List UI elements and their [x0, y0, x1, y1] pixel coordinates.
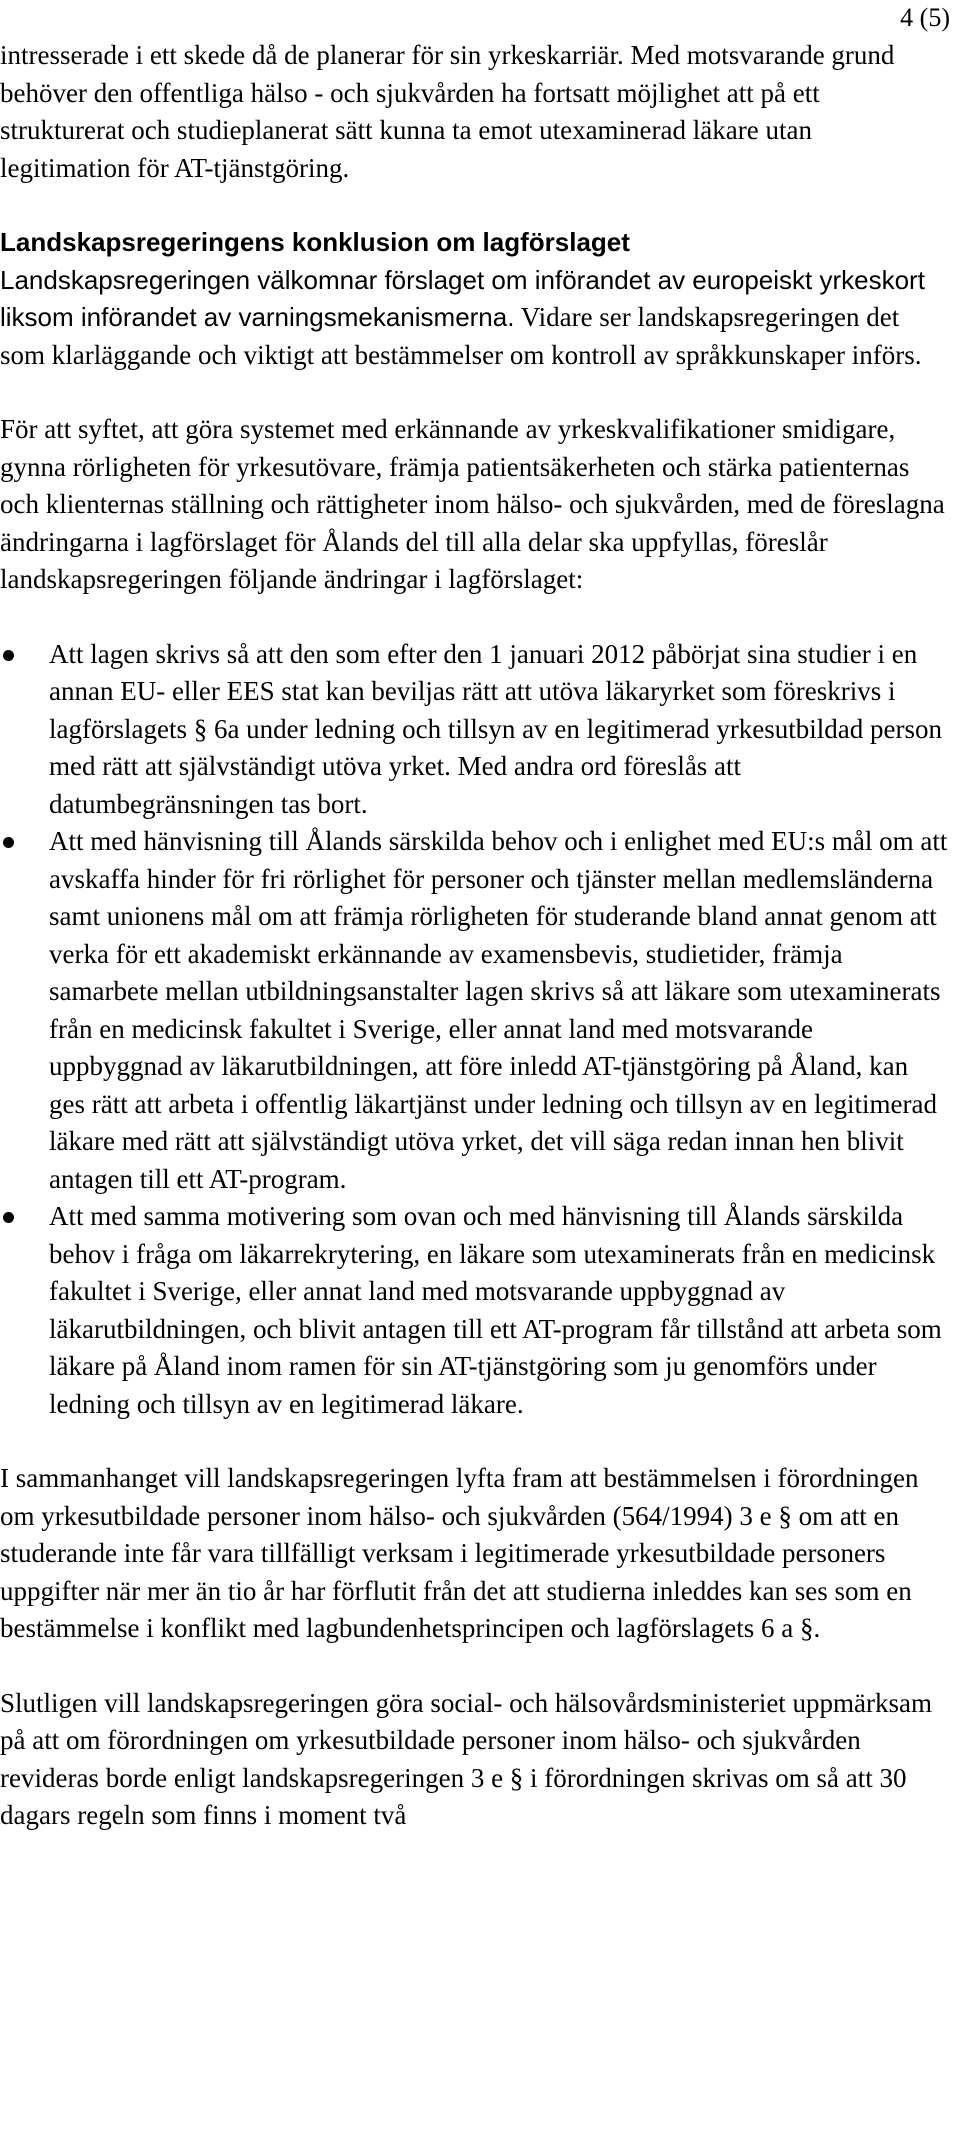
conclusion-text-serif: Vidare ser landskapsregeringen det som klarläggande och viktigt att bestämmelser om kontroll av språkkunskaper införs.: [0, 302, 922, 370]
list-item: [0, 823, 948, 1198]
proposal-list: [0, 636, 948, 1424]
bullet-icon: [3, 1212, 14, 1223]
purpose-paragraph: För att syftet, att göra systemet med erkännande av yrkeskvalifikationer smidigare, gynna rörligheten för yrkesutövare, främja patientsäkerheten och stärka patienternas och klienternas ställning och rättigheter inom hälso- och sjukvården, med de föreslagna ändringarna i lagförslaget för Ålands del till alla delar ska uppfyllas, föreslår landskapsregeringen följande ändringar i lagförslaget:: [0, 414, 945, 594]
conclusion-section: [0, 224, 948, 374]
list-item-text: Att lagen skrivs så att den som efter den 1 januari 2012 påbörjat sina studier i en annan EU- eller EES stat kan beviljas rätt att utöva läkaryrket som föreskrivs i lagförslagets § 6a under ledning och tillsyn av en legitimerad yrkesutbildad person med rätt att självständigt utöva yrket. Med andra ord föreslås att datumbegränsningen tas bort.: [49, 638, 943, 819]
list-item-text: Att med hänvisning till Ålands särskilda behov och i enlighet med EU:s mål om att avskaffa hinder för fri rörlighet för personer och tjänster mellan medlemsländerna samt unionens mål om att främja rörligheten för studerande bland annat genom att verka för ett akademiskt erkännande av examensbevis, studietider, främja samarbete mellan utbildningsanstalter lagen skrivs så att läkare som utexaminerats från en medicinsk fakultet i Sverige, eller annat land med motsvarande uppbyggnad av läkarutbildningen, att före inledd AT-tjänstgöring på Åland, kan ges rätt att arbeta i offentlig läkartjänst under ledning och tillsyn av en legitimerad läkare med rätt att självständigt utöva yrket, det vill säga redan innan hen blivit antagen till ett AT-program.: [49, 826, 948, 1194]
section-heading: Landskapsregeringens konklusion om lagförslaget: [0, 227, 630, 257]
context-paragraph: I sammanhanget vill landskapsregeringen lyfta fram att bestämmelsen i förordningen om yrkesutbildade personer inom hälso- och sjukvården (564/1994) 3 e § om att en studerande inte får vara tillfälligt verksam i legitimerade yrkesutbildade personers uppgifter när mer än tio år har förflutit från det att studierna inleddes kan ses som en bestämmelse i konflikt med lagbundenhetsprincipen och lagförslagets 6 a §.: [0, 1463, 919, 1643]
bullet-icon: [3, 837, 14, 848]
page-number: 4 (5): [900, 3, 950, 32]
list-item: [0, 636, 948, 824]
final-paragraph: Slutligen vill landskapsregeringen göra social- och hälsovårdsministeriet uppmärksam på att om förordningen om yrkesutbildade personer inom hälso- och sjukvården revideras borde enligt landskapsregeringen 3 e § i förordningen skrivas om så att 30 dagars regeln som finns i moment två: [0, 1687, 933, 1830]
conclusion-paragraph: [0, 262, 948, 375]
conclusion-text-sans: Landskapsregeringen välkomnar förslaget om införandet av europeiskt yrkeskort liksom införandet av varningsmekanismerna.: [0, 264, 925, 332]
list-item-text: Att med samma motivering som ovan och med hänvisning till Ålands särskilda behov i fråga om läkarrekrytering, en läkare som utexaminerats från en medicinsk fakultet i Sverige, eller annat land med motsvarande uppbyggnad av läkarutbildningen, och blivit antagen till ett AT-program får tillstånd att arbeta som läkare på Åland inom ramen för sin AT-tjänstgöring som ju genomförs under ledning och tillsyn av en legitimerad läkare.: [49, 1201, 942, 1419]
bullet-icon: [3, 650, 14, 661]
document-body: [0, 37, 948, 1835]
intro-paragraph: intresserade i ett skede då de planerar för sin yrkeskarriär. Med motsvarande grund behöver den offentliga hälso - och sjukvården ha fortsatt möjlighet att på ett strukturerat och studieplanerat sätt kunna ta emot utexaminerad läkare utan legitimation för AT-tjänstgöring.: [0, 40, 895, 183]
list-item: [0, 1198, 948, 1423]
